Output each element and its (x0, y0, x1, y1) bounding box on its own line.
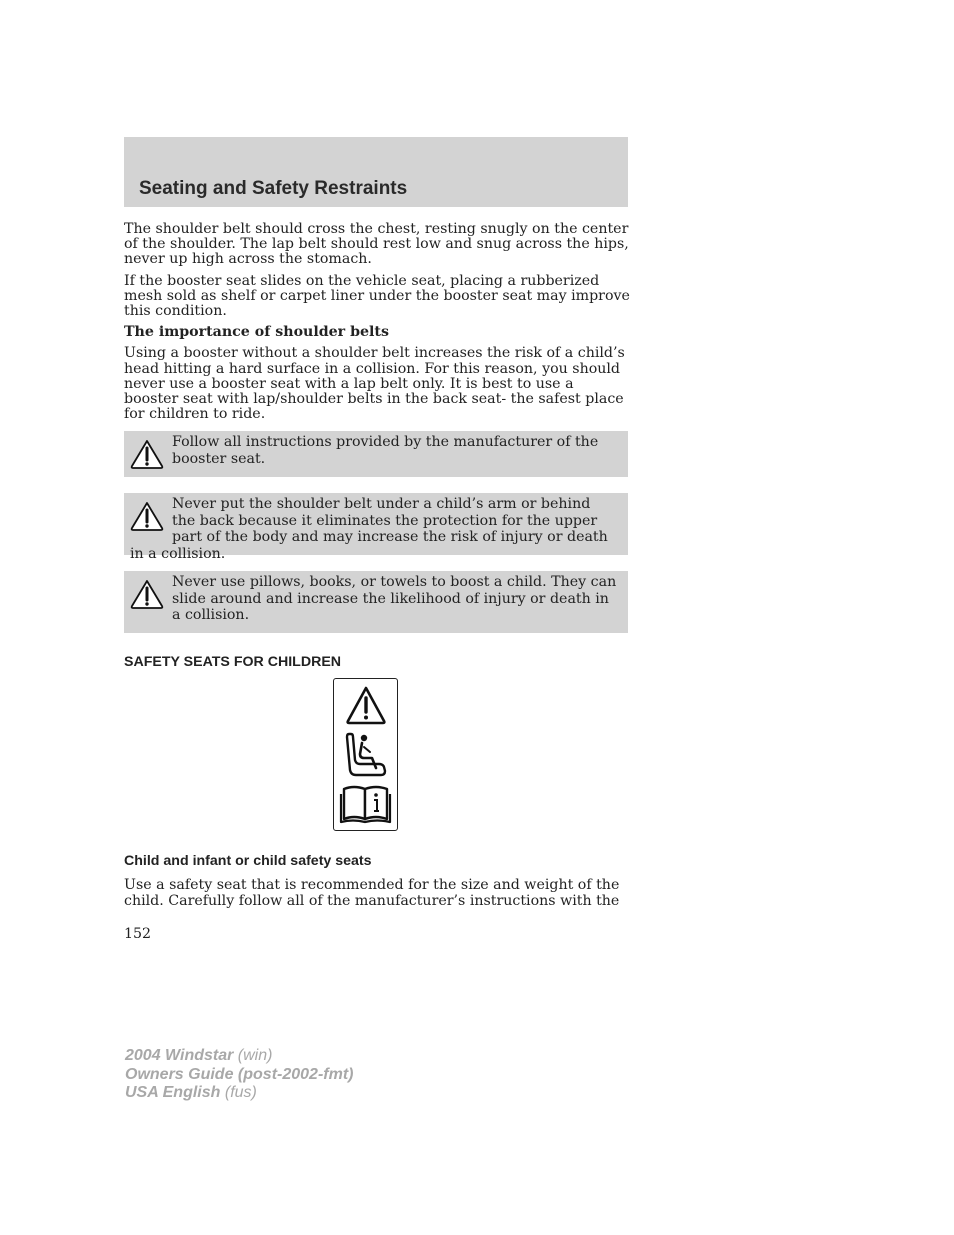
warning-triangle-icon (130, 501, 164, 531)
paragraph: The shoulder belt should cross the chest, resting snugly on the center of the shoulder. The lap belt should rest low and snug across the hips, never up high across the stomach. (124, 221, 629, 268)
warning-text: Never use pillows, books, or towels to boost a child. They can slide around and increase the likelihood of injury or death in a collision. (172, 574, 617, 623)
paragraph: If the booster seat slides on the vehicle seat, placing a rubberized mesh sold as shelf or carpet liner under the booster seat may improve this condition. (124, 272, 630, 320)
warning-triangle-icon (334, 684, 397, 728)
warning-triangle-icon (130, 579, 164, 609)
child-seats-subheading: Child and infant or child safety seats (124, 853, 372, 869)
footer-guide: Owners Guide (post-2002-fmt) (125, 1065, 354, 1083)
intro-text (124, 222, 630, 428)
warning-box (124, 571, 628, 633)
safety-seats-heading: SAFETY SEATS FOR CHILDREN (124, 654, 342, 670)
warning-text: Never put the shoulder belt under a child’s arm or behind the back because it eliminates the protection for the upper part of the body and may increase the risk of injury or death in a collision. (130, 496, 608, 562)
shoulder-belts-heading: The importance of shoulder belts (124, 324, 389, 341)
warning-text: Follow all instructions provided by the manufacturer of the booster seat. (172, 434, 599, 467)
warning-triangle-icon (130, 439, 164, 469)
warning-box (124, 431, 628, 477)
section-header-band (124, 137, 628, 207)
child-seats-text: Use a safety seat that is recommended for the size and weight of the child. Carefully follow all of the manufacturer’s instructions with the (124, 877, 620, 909)
owner-manual-info-icon (334, 781, 397, 827)
footer-model-code: (win) (237, 1047, 273, 1064)
page-number: 152 (124, 926, 152, 942)
footer-language: USA English (125, 1084, 221, 1101)
footer-language-code: (fus) (224, 1084, 257, 1101)
document-footer (125, 1047, 353, 1103)
safety-label-icon-panel (333, 678, 398, 831)
section-title: Seating and Safety Restraints (139, 178, 408, 199)
warning-box (124, 493, 628, 562)
footer-model: 2004 Windstar (125, 1047, 234, 1064)
shoulder-belts-text: Using a booster without a shoulder belt increases the risk of a child’s head hitting a hard surface in a collision. For this reason, you should never use a booster seat with a lap belt only. It is best to use a booster seat with lap/shoulder belts in the back seat- the safest place for children to ride. (124, 345, 625, 423)
child-seat-icon (334, 730, 397, 780)
